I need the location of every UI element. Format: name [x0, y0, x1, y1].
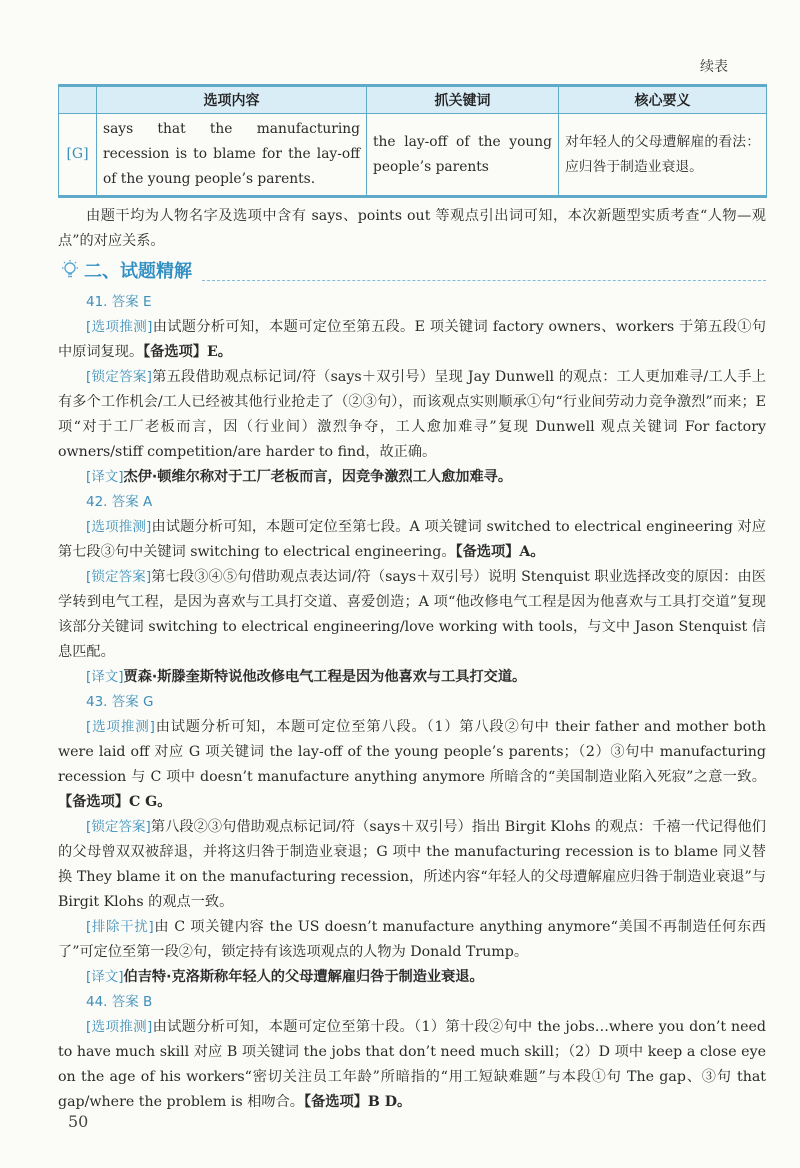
q43-lock-answer-text: 第八段②③句借助观点标记词/符（says＋双引号）指出 Birgit Klohs 的观点：千禧一代记得他们的父母曾双双被辞退，并将这归咎于制造业衰退；G 项中 the manufacturing recession is to blame 同义替换 They blame it on the manufacturing recession，所述内容“年轻人的父母遭解雇应归咎于制造业衰退”与 Birgit Klohs 的观点一致。 [58, 819, 766, 910]
q41-lock-answer [58, 365, 766, 465]
tag-translation: [译文] [86, 969, 124, 985]
section-title: 二、试题精解 [84, 261, 192, 282]
q42-option-guess [58, 515, 766, 565]
section-heading [60, 256, 766, 284]
heading-divider [202, 280, 766, 282]
q43-exclude-distractor [58, 915, 766, 965]
answer-41: 41. 答案 E [86, 294, 152, 310]
intro-paragraph: 由题干均为人物名字及选项中含有 says、points out 等观点引出词可知，本次新题型实质考查“人物—观点”的对应关系。 [58, 208, 766, 249]
options-table [58, 84, 767, 198]
table-header-row [59, 86, 767, 114]
q44-option-guess-text: 由试题分析可知，本题可定位至第十段。（1）第十段②句中 the jobs…where you don’t need to have much skill 对应 B 项关键词 the jobs that don’t need much skill；（2）D 项中 keep a close eye on the age of his workers“密切关注员工年龄”所暗指的“用工短缺难题”与本段①句 The gap、③句 that gap/where the problem is 相吻合。 [58, 1019, 766, 1110]
tag-translation: [译文] [86, 669, 124, 685]
q41-option-guess [58, 315, 766, 365]
answers-block [58, 290, 766, 1115]
q41-lock-answer-text: 第五段借助观点标记词/符（says＋双引号）呈现 Jay Dunwell 的观点：工人更加难寻/工人手上有多个工作机会/工人已经被其他行业抢走了（②③句），而该观点实则顺承①句“行业间劳动力竞争激烈”而来；E 项“对于工厂老板而言，因（行业间）激烈争夺，工人愈加难寻”复现 Dunwell 观点关键词 For factory owners/stiff competition/are harder to find，故正确。 [58, 369, 766, 460]
q41-option-guess-text: 由试题分析可知，本题可定位至第五段。E 项关键词 factory owners、workers 于第五段①句中原词复现。 [58, 319, 766, 360]
q42-candidates: 【备选项】A。 [455, 544, 545, 560]
option-core-meaning: 对年轻人的父母遭解雇的看法：应归咎于制造业衰退。 [559, 114, 767, 197]
option-letter: [G] [59, 114, 97, 197]
q43-option-guess-text: 由试题分析可知，本题可定位至第八段。（1）第八段②句中 their father and mother both were laid off 对应 G 项关键词 the lay-off of the young people’s parents；（2）③句中 manufacturing recession 与 C 项中 doesn’t manufacture anything anymore 所暗含的“美国制造业陷入死寂”之意一致。 [58, 719, 766, 785]
q43-candidates: 【备选项】C G。 [58, 794, 172, 810]
tag-lock-answer: [锁定答案] [86, 369, 152, 385]
header-option-content: 选项内容 [97, 86, 367, 114]
tag-option-guess: [选项推测] [86, 719, 155, 735]
q44-candidates: 【备选项】B D。 [303, 1094, 412, 1110]
q41-translation [58, 465, 766, 490]
tag-lock-answer: [锁定答案] [86, 569, 152, 585]
option-keywords: the lay-off of the young people’s parents [367, 114, 559, 197]
lightbulb-icon [60, 259, 80, 281]
q42-lock-answer [58, 565, 766, 665]
q43-lock-answer [58, 815, 766, 915]
q42-lock-answer-text: 第七段③④⑤句借助观点表达词/符（says＋双引号）说明 Stenquist 职业选择改变的原因：由医学转到电气工程，是因为喜欢与工具打交道、喜爱创造；A 项“他改修电气工程是因为他喜欢与工具打交道”复现该部分关键词 switching to electrical engineering/love working with tools，与文中 Jason Stenquist 信息匹配。 [58, 569, 766, 660]
q43-translation [58, 965, 766, 990]
q43-option-guess [58, 715, 766, 815]
tag-option-guess: [选项推测] [86, 319, 153, 335]
tag-lock-answer: [锁定答案] [86, 819, 151, 835]
tag-option-guess: [选项推测] [86, 519, 152, 535]
answer-42: 42. 答案 A [86, 494, 153, 510]
q43-translation-text: 伯吉特·克洛斯称年轻人的父母遭解雇归咎于制造业衰退。 [123, 969, 484, 985]
q44-option-guess [58, 1015, 766, 1115]
q42-translation [58, 665, 766, 690]
option-content: says that the manufacturing recession is to blame for the lay-off of the young people’s parents. [97, 114, 367, 197]
q43-exclude-distractor-text: 由 C 项关键内容 the US doesn’t manufacture anything anymore“美国不再制造任何东西了”可定位至第一段②句，锁定持有该选项观点的人物为 Donald Trump。 [58, 919, 766, 960]
table-row [59, 114, 767, 197]
tag-translation: [译文] [86, 469, 124, 485]
tag-exclude-distractor: [排除干扰] [86, 919, 154, 935]
header-keywords: 抓关键词 [367, 86, 559, 114]
intro-block [58, 204, 766, 254]
q41-candidates: 【备选项】E。 [143, 344, 232, 360]
tag-option-guess: [选项推测] [86, 1019, 153, 1035]
continued-table-label: 续表 [700, 59, 728, 75]
header-letter [59, 86, 97, 114]
q41-translation-text: 杰伊·顿维尔称对于工厂老板而言，因竞争激烈工人愈加难寻。 [123, 469, 513, 485]
header-core-meaning: 核心要义 [559, 86, 767, 114]
q42-translation-text: 贾森·斯滕奎斯特说他改修电气工程是因为他喜欢与工具打交道。 [123, 669, 527, 685]
q42-option-guess-text: 由试题分析可知，本题可定位至第七段。A 项关键词 switched to electrical engineering 对应第七段③句中关键词 switching to electrical engineering。 [58, 519, 766, 560]
answer-43: 43. 答案 G [86, 694, 154, 710]
answer-44: 44. 答案 B [86, 994, 153, 1010]
page-number: 50 [68, 1112, 89, 1131]
